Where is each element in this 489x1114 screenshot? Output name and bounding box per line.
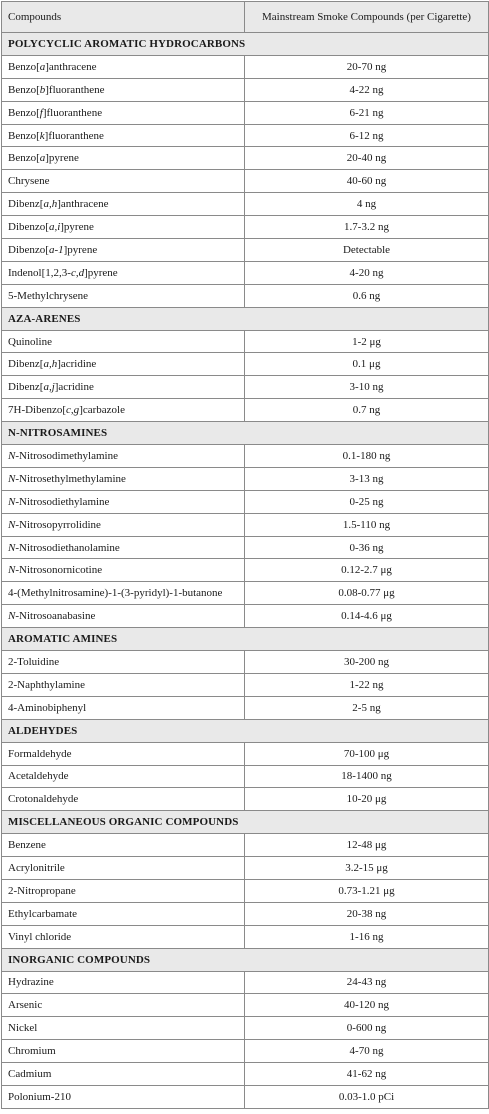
compound-value: 0.7 ng bbox=[245, 399, 489, 422]
compound-name: Dibenzo[a,i]pyrene bbox=[2, 216, 245, 239]
compound-name: Arsenic bbox=[2, 994, 245, 1017]
table-row bbox=[2, 902, 489, 925]
compound-value: 1-22 ng bbox=[245, 673, 489, 696]
compound-value: 1-2 μg bbox=[245, 330, 489, 353]
section-title: POLYCYCLIC AROMATIC HYDROCARBONS bbox=[2, 33, 489, 56]
compound-value: 30-200 ng bbox=[245, 651, 489, 674]
table-row bbox=[2, 879, 489, 902]
compound-value: 0.1 μg bbox=[245, 353, 489, 376]
table-row bbox=[2, 1040, 489, 1063]
table-row bbox=[2, 353, 489, 376]
compound-value: 0.12-2.7 μg bbox=[245, 559, 489, 582]
table-header bbox=[2, 2, 489, 33]
compound-name: N-Nitrosonornicotine bbox=[2, 559, 245, 582]
table-row bbox=[2, 78, 489, 101]
compound-name: Dibenzo[a-1]pyrene bbox=[2, 239, 245, 262]
table-row bbox=[2, 193, 489, 216]
compound-value: 41-62 ng bbox=[245, 1063, 489, 1086]
compound-value: 12-48 μg bbox=[245, 834, 489, 857]
table-row bbox=[2, 513, 489, 536]
compound-value: 10-20 μg bbox=[245, 788, 489, 811]
compound-value: 3-10 ng bbox=[245, 376, 489, 399]
section-title: INORGANIC COMPOUNDS bbox=[2, 948, 489, 971]
compound-value: 4-70 ng bbox=[245, 1040, 489, 1063]
compound-value: 0.08-0.77 μg bbox=[245, 582, 489, 605]
compound-value: 0.03-1.0 pCi bbox=[245, 1085, 489, 1108]
table-row bbox=[2, 582, 489, 605]
table-row bbox=[2, 284, 489, 307]
compound-name: Ethylcarbamate bbox=[2, 902, 245, 925]
compound-name: Benzo[f]fluoranthene bbox=[2, 101, 245, 124]
section-title: N-NITROSAMINES bbox=[2, 422, 489, 445]
compound-value: 24-43 ng bbox=[245, 971, 489, 994]
compound-name: Acetaldehyde bbox=[2, 765, 245, 788]
compound-value: 0.6 ng bbox=[245, 284, 489, 307]
table-row bbox=[2, 994, 489, 1017]
compound-name: Vinyl chloride bbox=[2, 925, 245, 948]
compound-value: 0-600 ng bbox=[245, 1017, 489, 1040]
compound-name: Indenol[1,2,3-c,d]pyrene bbox=[2, 261, 245, 284]
compound-name: Polonium-210 bbox=[2, 1085, 245, 1108]
table-row bbox=[2, 1085, 489, 1108]
table-row bbox=[2, 239, 489, 262]
table-row bbox=[2, 467, 489, 490]
compounds-table bbox=[1, 1, 489, 1109]
compound-name: Benzo[b]fluoranthene bbox=[2, 78, 245, 101]
compound-name: 2-Naphthylamine bbox=[2, 673, 245, 696]
compound-value: 1.5-110 ng bbox=[245, 513, 489, 536]
compound-name: N-Nitrosoanabasine bbox=[2, 605, 245, 628]
compound-name: Cadmium bbox=[2, 1063, 245, 1086]
compound-value: 4 ng bbox=[245, 193, 489, 216]
section-title: AZA-ARENES bbox=[2, 307, 489, 330]
table-row bbox=[2, 536, 489, 559]
header-row bbox=[2, 2, 489, 33]
table-row bbox=[2, 559, 489, 582]
section-title: MISCELLANEOUS ORGANIC COMPOUNDS bbox=[2, 811, 489, 834]
table-row bbox=[2, 147, 489, 170]
compound-name: N-Nitrosopyrrolidine bbox=[2, 513, 245, 536]
table-row bbox=[2, 490, 489, 513]
compound-value: 6-12 ng bbox=[245, 124, 489, 147]
compound-name: Benzene bbox=[2, 834, 245, 857]
table-row bbox=[2, 399, 489, 422]
table-row bbox=[2, 765, 489, 788]
compound-value: 0-36 ng bbox=[245, 536, 489, 559]
table-row bbox=[2, 124, 489, 147]
section-header-row bbox=[2, 422, 489, 445]
compound-value: 1-16 ng bbox=[245, 925, 489, 948]
compound-name: Chrysene bbox=[2, 170, 245, 193]
compound-name: 2-Toluidine bbox=[2, 651, 245, 674]
compound-name: Dibenz[a,h]anthracene bbox=[2, 193, 245, 216]
header-compounds: Compounds bbox=[2, 2, 245, 33]
compound-name: Dibenz[a,j]acridine bbox=[2, 376, 245, 399]
compound-value: 0.1-180 ng bbox=[245, 445, 489, 468]
table-row bbox=[2, 742, 489, 765]
table-row bbox=[2, 376, 489, 399]
compound-name: Chromium bbox=[2, 1040, 245, 1063]
compound-value: 20-70 ng bbox=[245, 55, 489, 78]
compound-value: 1.7-3.2 ng bbox=[245, 216, 489, 239]
table-body bbox=[2, 33, 489, 1109]
table-row bbox=[2, 925, 489, 948]
table-row bbox=[2, 1017, 489, 1040]
table-row bbox=[2, 216, 489, 239]
compound-value: Detectable bbox=[245, 239, 489, 262]
compound-name: Quinoline bbox=[2, 330, 245, 353]
table-row bbox=[2, 605, 489, 628]
table-row bbox=[2, 261, 489, 284]
table-row bbox=[2, 170, 489, 193]
compound-name: N-Nitrosodiethylamine bbox=[2, 490, 245, 513]
table-row bbox=[2, 696, 489, 719]
section-header-row bbox=[2, 628, 489, 651]
compound-value: 4-22 ng bbox=[245, 78, 489, 101]
table-row bbox=[2, 971, 489, 994]
section-header-row bbox=[2, 948, 489, 971]
table-row bbox=[2, 788, 489, 811]
compound-name: 4-Aminobiphenyl bbox=[2, 696, 245, 719]
header-mainstream-smoke: Mainstream Smoke Compounds (per Cigarette) bbox=[245, 2, 489, 33]
compound-name: Acrylonitrile bbox=[2, 857, 245, 880]
table-row bbox=[2, 101, 489, 124]
section-header-row bbox=[2, 811, 489, 834]
compound-value: 2-5 ng bbox=[245, 696, 489, 719]
compound-name: Crotonaldehyde bbox=[2, 788, 245, 811]
compound-name: N-Nitrosodimethylamine bbox=[2, 445, 245, 468]
compound-name: 4-(Methylnitrosamine)-1-(3-pyridyl)-1-butanone bbox=[2, 582, 245, 605]
compound-value: 70-100 μg bbox=[245, 742, 489, 765]
table-row bbox=[2, 1063, 489, 1086]
compound-value: 0-25 ng bbox=[245, 490, 489, 513]
section-title: AROMATIC AMINES bbox=[2, 628, 489, 651]
compound-value: 6-21 ng bbox=[245, 101, 489, 124]
compound-value: 4-20 ng bbox=[245, 261, 489, 284]
compound-value: 0.14-4.6 μg bbox=[245, 605, 489, 628]
compound-value: 40-60 ng bbox=[245, 170, 489, 193]
table-row bbox=[2, 834, 489, 857]
table-row bbox=[2, 445, 489, 468]
compound-value: 40-120 ng bbox=[245, 994, 489, 1017]
compound-name: Benzo[a]anthracene bbox=[2, 55, 245, 78]
compound-name: Formaldehyde bbox=[2, 742, 245, 765]
table-row bbox=[2, 651, 489, 674]
compound-value: 20-40 ng bbox=[245, 147, 489, 170]
compound-value: 18-1400 ng bbox=[245, 765, 489, 788]
compound-name: N-Nitrosethylmethylamine bbox=[2, 467, 245, 490]
section-header-row bbox=[2, 719, 489, 742]
compound-name: Hydrazine bbox=[2, 971, 245, 994]
compound-value: 3-13 ng bbox=[245, 467, 489, 490]
compound-value: 3.2-15 μg bbox=[245, 857, 489, 880]
table-row bbox=[2, 330, 489, 353]
table-row bbox=[2, 55, 489, 78]
compound-name: Nickel bbox=[2, 1017, 245, 1040]
compound-name: 5-Methylchrysene bbox=[2, 284, 245, 307]
section-title: ALDEHYDES bbox=[2, 719, 489, 742]
compound-name: 2-Nitropropane bbox=[2, 879, 245, 902]
section-header-row bbox=[2, 307, 489, 330]
compound-name: Benzo[a]pyrene bbox=[2, 147, 245, 170]
compound-value: 20-38 ng bbox=[245, 902, 489, 925]
compound-name: 7H-Dibenzo[c,g]carbazole bbox=[2, 399, 245, 422]
compound-name: Dibenz[a,h]acridine bbox=[2, 353, 245, 376]
compound-name: Benzo[k]fluoranthene bbox=[2, 124, 245, 147]
compound-name: N-Nitrosodiethanolamine bbox=[2, 536, 245, 559]
table-row bbox=[2, 673, 489, 696]
section-header-row bbox=[2, 33, 489, 56]
compound-value: 0.73-1.21 μg bbox=[245, 879, 489, 902]
table-row bbox=[2, 857, 489, 880]
